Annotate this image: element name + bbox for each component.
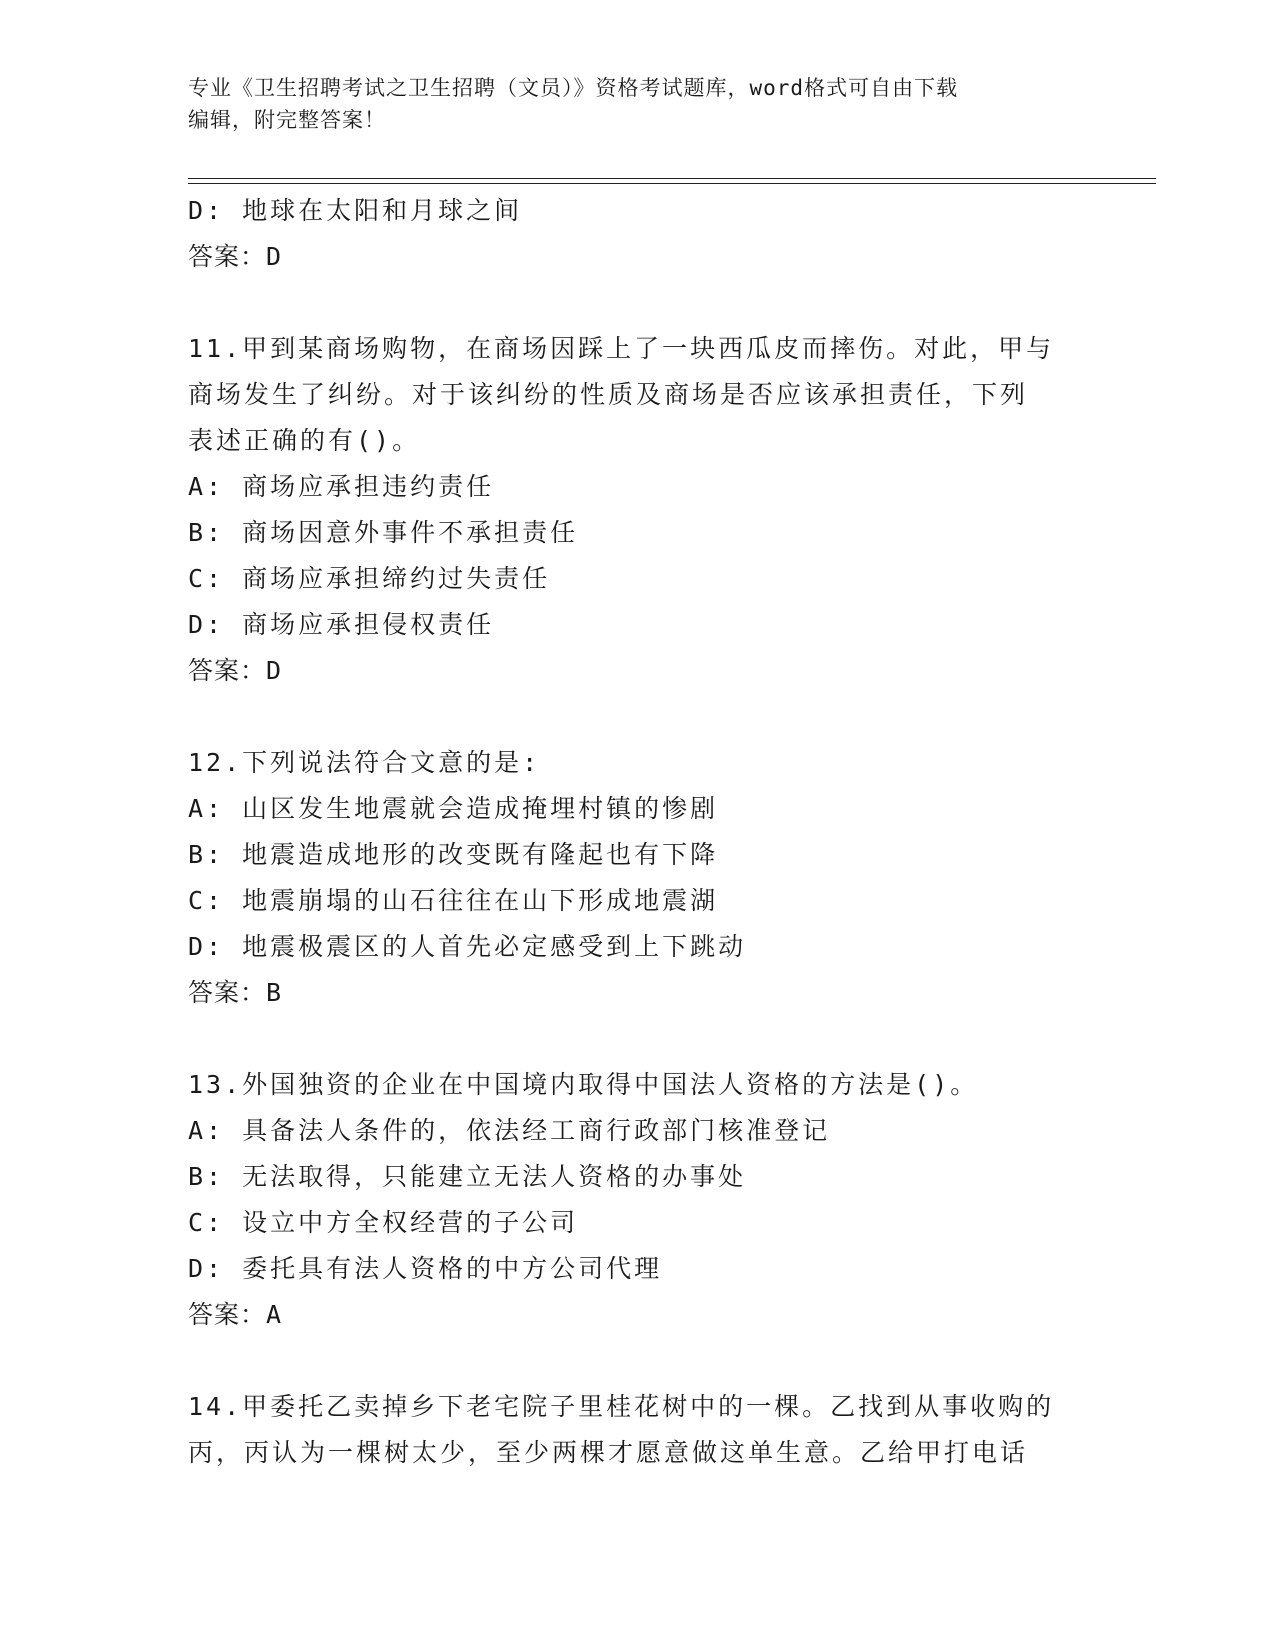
question-14 — [188, 1384, 1088, 1476]
option-a: A: 山区发生地震就会造成掩埋村镇的惨剧 — [188, 794, 719, 823]
answer-line — [188, 648, 1088, 694]
answer-value: A — [266, 1300, 283, 1329]
answer-line — [188, 1292, 1088, 1338]
answer-value: B — [266, 978, 283, 1007]
spacer — [188, 1338, 1088, 1384]
question-text-line: 表述正确的有()。 — [188, 426, 421, 455]
question-text-line: 12.下列说法符合文意的是: — [188, 748, 541, 777]
question-text-line: 商场发生了纠纷。对于该纠纷的性质及商场是否应该承担责任，下列 — [188, 380, 1029, 409]
answer-label: 答案： — [188, 1300, 267, 1329]
question-13 — [188, 1062, 1088, 1338]
question-text-line: 11.甲到某商场购物，在商场因踩上了一块西瓜皮而摔伤。对此，甲与 — [188, 334, 1055, 363]
answer-value: D — [266, 656, 283, 685]
option-b: B: 无法取得，只能建立无法人资格的办事处 — [188, 1162, 747, 1191]
question-text-line: 13.外国独资的企业在中国境内取得中国法人资格的方法是()。 — [188, 1070, 979, 1099]
option-b: B: 商场因意外事件不承担责任 — [188, 518, 579, 547]
header-rule-top — [188, 178, 1156, 179]
option-d: D: 商场应承担侵权责任 — [188, 610, 495, 639]
question-text-line: 14.甲委托乙卖掉乡下老宅院子里桂花树中的一棵。乙找到从事收购的 — [188, 1392, 1055, 1421]
previous-question-tail — [188, 188, 1088, 280]
option-a: A: 具备法人条件的，依法经工商行政部门核准登记 — [188, 1116, 831, 1145]
spacer — [188, 1016, 1088, 1062]
option-b: B: 地震造成地形的改变既有隆起也有下降 — [188, 840, 719, 869]
option-a: A: 商场应承担违约责任 — [188, 472, 495, 501]
option-d: D: 地球在太阳和月球之间 — [188, 196, 523, 225]
answer-label: 答案： — [188, 242, 267, 271]
option-c: C: 地震崩塌的山石往往在山下形成地震湖 — [188, 886, 719, 915]
answer-line — [188, 970, 1088, 1016]
question-11 — [188, 326, 1088, 694]
option-c: C: 商场应承担缔约过失责任 — [188, 564, 551, 593]
spacer — [188, 694, 1088, 740]
question-text-line: 丙，丙认为一棵树太少，至少两棵才愿意做这单生意。乙给甲打电话 — [188, 1438, 1029, 1467]
document-header — [188, 72, 1068, 136]
option-d: D: 地震极震区的人首先必定感受到上下跳动 — [188, 932, 747, 961]
spacer — [188, 280, 1088, 326]
answer-label: 答案： — [188, 978, 267, 1007]
option-c: C: 设立中方全权经营的子公司 — [188, 1208, 579, 1237]
header-line-1: 专业《卫生招聘考试之卫生招聘（文员）》资格考试题库，word格式可自由下载 — [188, 76, 959, 100]
question-12 — [188, 740, 1088, 1016]
answer-value: D — [266, 242, 283, 271]
option-d: D: 委托具有法人资格的中方公司代理 — [188, 1254, 663, 1283]
answer-line — [188, 234, 1088, 280]
header-rule-bottom — [188, 183, 1156, 184]
answer-label: 答案： — [188, 656, 267, 685]
question-content — [188, 188, 1088, 1476]
header-line-2: 编辑，附完整答案！ — [188, 108, 386, 132]
